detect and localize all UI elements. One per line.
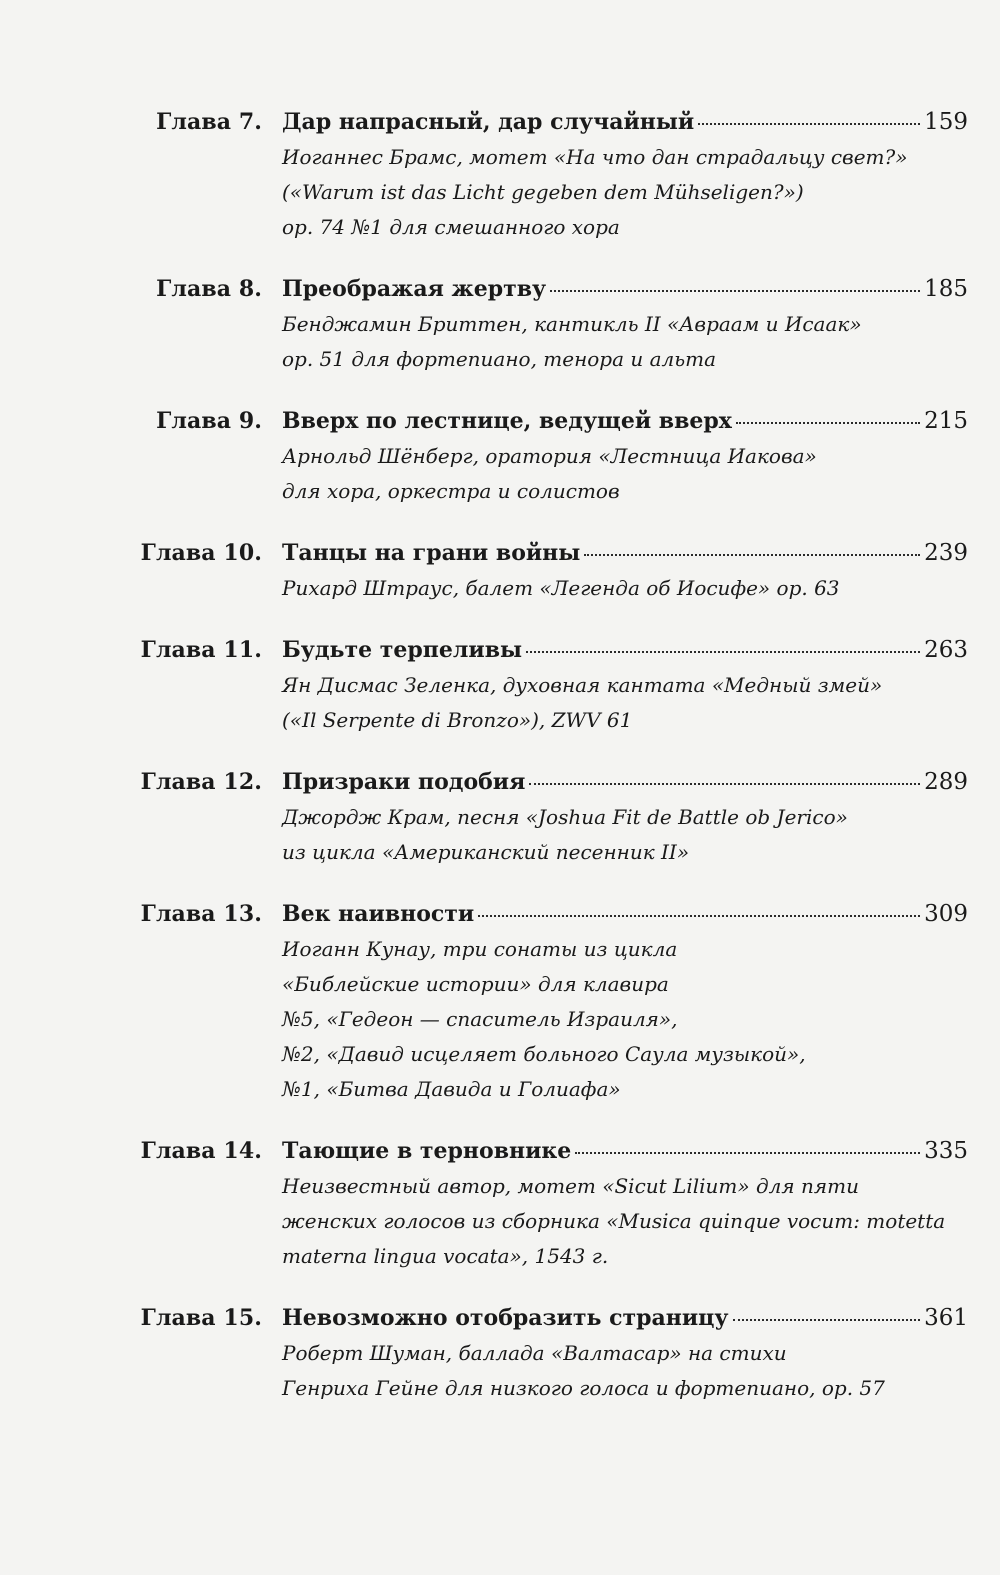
chapter-description: [282, 439, 968, 509]
description-line: Бенджамин Бриттен, кантикль II «Авраам и Исаак»: [282, 312, 862, 336]
description-line: Генриха Гейне для низкого голоса и фортепиано, ор. 57: [282, 1376, 885, 1400]
description-line: из цикла «Американский песенник II»: [282, 840, 690, 864]
chapter-description: [282, 307, 968, 377]
chapter-description: [282, 668, 968, 738]
dot-leader: [736, 422, 920, 424]
page-number: 289: [924, 769, 968, 795]
page-number: 185: [924, 276, 968, 302]
page-number: 335: [924, 1138, 968, 1164]
dot-leader: [733, 1319, 921, 1321]
chapter-description: [282, 800, 968, 870]
chapter-title: Будьте терпеливы: [282, 637, 523, 663]
description-line: №1, «Битва Давида и Голиафа»: [282, 1077, 621, 1101]
description-line: Роберт Шуман, баллада «Валтасар» на стихи: [282, 1341, 787, 1365]
chapter-description: [282, 571, 968, 606]
toc-entry-heading: [140, 632, 968, 668]
description-line: Иоганнес Брамс, мотет «На что дан страдальцу свет?»: [282, 145, 908, 169]
toc-entry-heading: [140, 104, 968, 140]
table-of-contents: [140, 104, 968, 1406]
page-number: 361: [924, 1305, 968, 1331]
chapter-description: [282, 1169, 968, 1274]
toc-entry-chapter-13: [140, 896, 968, 1107]
chapter-title: Танцы на грани войны: [282, 540, 581, 566]
toc-entry-heading: [140, 403, 968, 439]
description-line: materna lingua vocata», 1543 г.: [282, 1244, 609, 1268]
description-line: Ян Дисмас Зеленка, духовная кантата «Медный змей»: [282, 673, 883, 697]
chapter-number: Глава 10.: [140, 540, 262, 566]
chapter-title: Преображая жертву: [282, 276, 547, 302]
description-line: («Il Serpente di Bronzo»), ZWV 61: [282, 708, 633, 732]
chapter-title: Призраки подобия: [282, 769, 526, 795]
dot-leader: [584, 554, 920, 556]
toc-entry-chapter-15: [140, 1300, 968, 1406]
dot-leader: [478, 915, 920, 917]
toc-entry-heading: [140, 896, 968, 932]
chapter-number: Глава 14.: [140, 1138, 262, 1164]
chapter-title: Дар напрасный, дар случайный: [282, 109, 695, 135]
dot-leader: [529, 783, 920, 785]
chapter-title: Век наивности: [282, 901, 475, 927]
chapter-number: Глава 9.: [156, 408, 262, 434]
chapter-description: [282, 1336, 968, 1406]
page-number: 263: [924, 637, 968, 663]
toc-entry-chapter-12: [140, 764, 968, 870]
page-number: 309: [924, 901, 968, 927]
page-number: 159: [924, 109, 968, 135]
toc-entry-chapter-11: [140, 632, 968, 738]
dot-leader: [698, 123, 920, 125]
description-line: для хора, оркестра и солистов: [282, 479, 620, 503]
description-line: Рихард Штраус, балет «Легенда об Иосифе» ор. 63: [282, 576, 840, 600]
description-line: Иоганн Кунау, три сонаты из цикла: [282, 937, 678, 961]
dot-leader: [526, 651, 920, 653]
chapter-description: [282, 932, 968, 1107]
description-line: «Библейские истории» для клавира: [282, 972, 669, 996]
dot-leader: [575, 1152, 920, 1154]
toc-entry-heading: [140, 535, 968, 571]
toc-entry-chapter-9: [140, 403, 968, 509]
description-line: №2, «Давид исцеляет больного Саула музыкой»,: [282, 1042, 806, 1066]
toc-entry-heading: [140, 764, 968, 800]
description-line: женских голосов из сборника «Musica quinque vocum: motetta: [282, 1209, 946, 1233]
chapter-number: Глава 12.: [140, 769, 262, 795]
description-line: Арнольд Шёнберг, оратория «Лестница Иакова»: [282, 444, 817, 468]
description-line: ор. 74 №1 для смешанного хора: [282, 215, 620, 239]
toc-entry-heading: [140, 1300, 968, 1336]
toc-entry-heading: [140, 271, 968, 307]
chapter-number: Глава 11.: [140, 637, 262, 663]
dot-leader: [550, 290, 920, 292]
page-number: 239: [924, 540, 968, 566]
chapter-number: Глава 8.: [156, 276, 262, 302]
description-line: («Warum ist das Licht gegeben dem Mühseligen?»): [282, 180, 804, 204]
chapter-number: Глава 7.: [156, 109, 262, 135]
description-line: №5, «Гедеон — спаситель Израиля»,: [282, 1007, 678, 1031]
chapter-title: Невозможно отобразить страницу: [282, 1305, 729, 1331]
description-line: Джордж Крам, песня «Joshua Fit de Battle ob Jerico»: [282, 805, 848, 829]
page-number: 215: [924, 408, 968, 434]
chapter-description: [282, 140, 968, 245]
description-line: ор. 51 для фортепиано, тенора и альта: [282, 347, 717, 371]
toc-entry-chapter-14: [140, 1133, 968, 1274]
chapter-title: Тающие в терновнике: [282, 1138, 572, 1164]
toc-entry-chapter-8: [140, 271, 968, 377]
chapter-number: Глава 15.: [140, 1305, 262, 1331]
description-line: Неизвестный автор, мотет «Sicut Lilium» для пяти: [282, 1174, 859, 1198]
toc-entry-chapter-7: [140, 104, 968, 245]
toc-entry-chapter-10: [140, 535, 968, 606]
toc-entry-heading: [140, 1133, 968, 1169]
chapter-number: Глава 13.: [140, 901, 262, 927]
chapter-title: Вверх по лестнице, ведущей вверх: [282, 408, 732, 434]
